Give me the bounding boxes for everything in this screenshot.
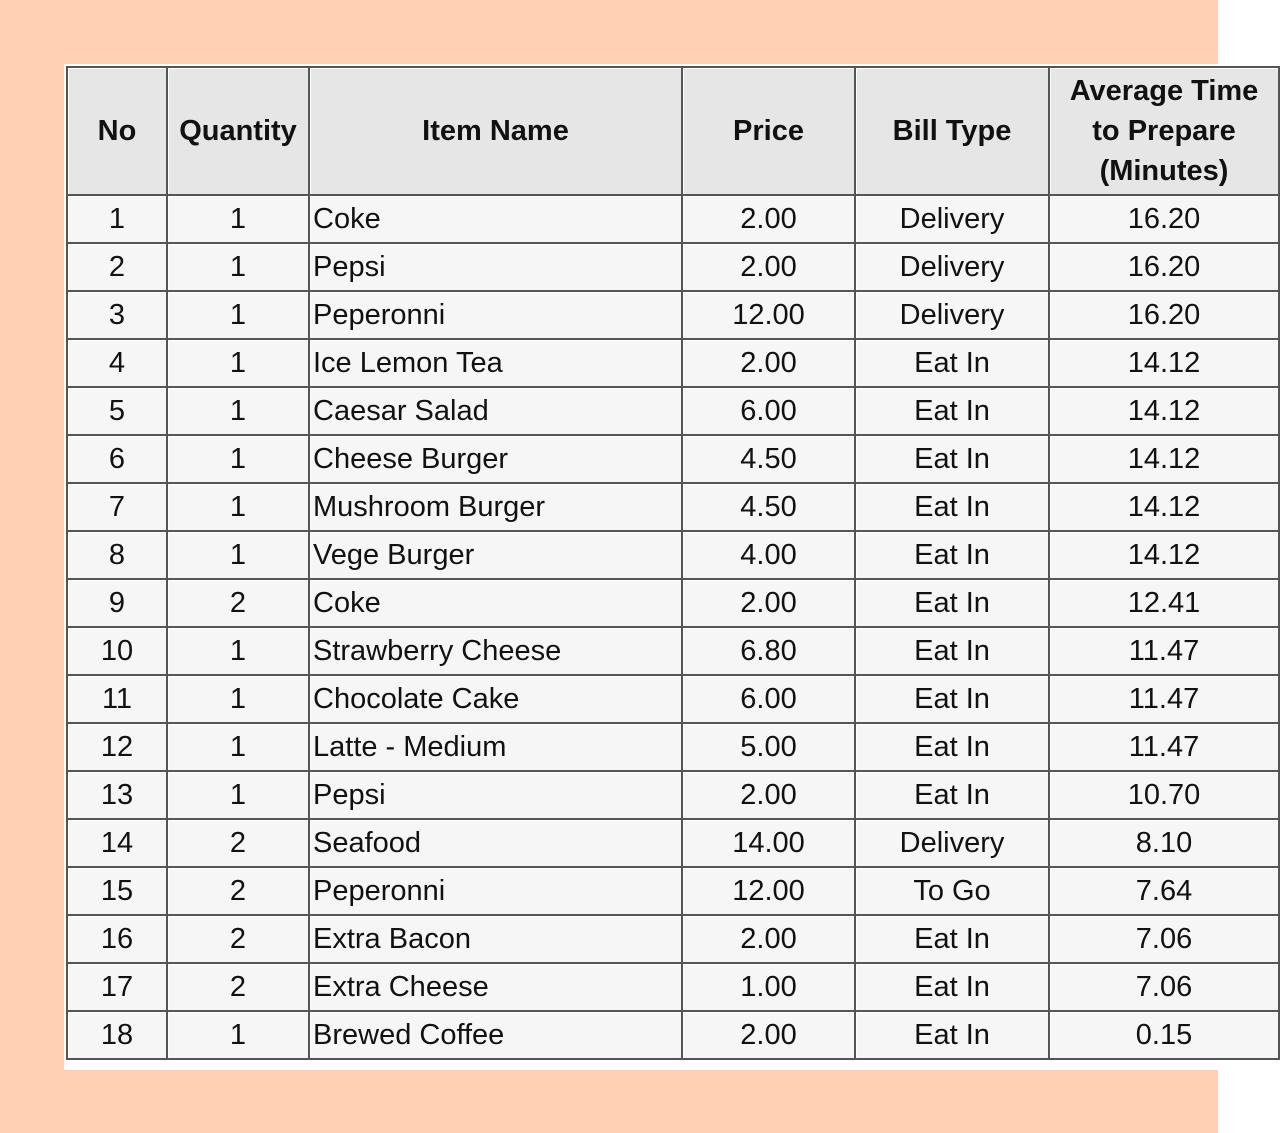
- table-row: [68, 916, 1280, 964]
- table-row: [68, 196, 1280, 244]
- cell-quantity: 1: [168, 628, 310, 676]
- cell-quantity: 2: [168, 964, 310, 1012]
- cell-price: 2.00: [683, 580, 856, 628]
- table-row: [68, 436, 1280, 484]
- header-item-name: Item Name: [310, 68, 683, 196]
- table-row: [68, 628, 1280, 676]
- cell-bill-type: Eat In: [856, 484, 1050, 532]
- cell-price: 5.00: [683, 724, 856, 772]
- cell-bill-type: Eat In: [856, 772, 1050, 820]
- header-average-time-line1: Average Time: [1069, 75, 1259, 107]
- cell-bill-type: Eat In: [856, 580, 1050, 628]
- cell-average-time: 8.10: [1050, 820, 1280, 868]
- cell-price: 4.50: [683, 484, 856, 532]
- cell-no: 3: [68, 292, 168, 340]
- table-row: [68, 964, 1280, 1012]
- cell-average-time: 14.12: [1050, 388, 1280, 436]
- header-no: No: [68, 68, 168, 196]
- cell-no: 15: [68, 868, 168, 916]
- cell-item-name: Seafood: [310, 820, 683, 868]
- cell-quantity: 2: [168, 868, 310, 916]
- header-bill-type: Bill Type: [856, 68, 1050, 196]
- cell-quantity: 2: [168, 916, 310, 964]
- cell-bill-type: Eat In: [856, 436, 1050, 484]
- cell-average-time: 7.06: [1050, 964, 1280, 1012]
- cell-bill-type: Delivery: [856, 244, 1050, 292]
- cell-item-name: Mushroom Burger: [310, 484, 683, 532]
- header-average-time-line3: (Minutes): [1099, 155, 1229, 187]
- cell-bill-type: Eat In: [856, 724, 1050, 772]
- cell-quantity: 1: [168, 724, 310, 772]
- cell-no: 6: [68, 436, 168, 484]
- cell-item-name: Coke: [310, 580, 683, 628]
- cell-no: 2: [68, 244, 168, 292]
- cell-average-time: 11.47: [1050, 628, 1280, 676]
- table-row: [68, 868, 1280, 916]
- cell-price: 6.00: [683, 676, 856, 724]
- cell-item-name: Brewed Coffee: [310, 1012, 683, 1060]
- cell-item-name: Pepsi: [310, 244, 683, 292]
- cell-quantity: 1: [168, 676, 310, 724]
- table-row: [68, 292, 1280, 340]
- cell-bill-type: Delivery: [856, 292, 1050, 340]
- cell-price: 1.00: [683, 964, 856, 1012]
- cell-bill-type: Delivery: [856, 820, 1050, 868]
- cell-no: 5: [68, 388, 168, 436]
- cell-quantity: 1: [168, 292, 310, 340]
- table-row: [68, 244, 1280, 292]
- cell-item-name: Peperonni: [310, 868, 683, 916]
- cell-item-name: Latte - Medium: [310, 724, 683, 772]
- cell-bill-type: Eat In: [856, 1012, 1050, 1060]
- cell-average-time: 14.12: [1050, 484, 1280, 532]
- cell-no: 4: [68, 340, 168, 388]
- cell-bill-type: Eat In: [856, 964, 1050, 1012]
- cell-average-time: 12.41: [1050, 580, 1280, 628]
- cell-quantity: 1: [168, 772, 310, 820]
- cell-quantity: 1: [168, 340, 310, 388]
- cell-item-name: Peperonni: [310, 292, 683, 340]
- cell-price: 2.00: [683, 244, 856, 292]
- table-row: [68, 580, 1280, 628]
- cell-average-time: 16.20: [1050, 292, 1280, 340]
- cell-bill-type: Eat In: [856, 676, 1050, 724]
- cell-price: 4.50: [683, 436, 856, 484]
- cell-average-time: 0.15: [1050, 1012, 1280, 1060]
- cell-item-name: Vege Burger: [310, 532, 683, 580]
- table-row: [68, 388, 1280, 436]
- cell-quantity: 1: [168, 532, 310, 580]
- cell-no: 13: [68, 772, 168, 820]
- cell-price: 2.00: [683, 1012, 856, 1060]
- table-row: [68, 484, 1280, 532]
- cell-item-name: Extra Bacon: [310, 916, 683, 964]
- cell-quantity: 2: [168, 820, 310, 868]
- cell-average-time: 16.20: [1050, 196, 1280, 244]
- cell-item-name: Caesar Salad: [310, 388, 683, 436]
- cell-item-name: Coke: [310, 196, 683, 244]
- cell-no: 16: [68, 916, 168, 964]
- cell-quantity: 2: [168, 580, 310, 628]
- cell-bill-type: Eat In: [856, 388, 1050, 436]
- cell-item-name: Extra Cheese: [310, 964, 683, 1012]
- cell-quantity: 1: [168, 388, 310, 436]
- cell-average-time: 7.64: [1050, 868, 1280, 916]
- order-items-table: [66, 66, 1280, 1060]
- cell-average-time: 14.12: [1050, 340, 1280, 388]
- table-body: [68, 196, 1280, 1060]
- header-row: [68, 68, 1280, 196]
- header-quantity: Quantity: [168, 68, 310, 196]
- cell-item-name: Pepsi: [310, 772, 683, 820]
- cell-price: 2.00: [683, 772, 856, 820]
- cell-price: 2.00: [683, 340, 856, 388]
- header-average-time: [1050, 68, 1280, 196]
- cell-no: 17: [68, 964, 168, 1012]
- cell-quantity: 1: [168, 484, 310, 532]
- cell-price: 4.00: [683, 532, 856, 580]
- table-row: [68, 532, 1280, 580]
- cell-item-name: Cheese Burger: [310, 436, 683, 484]
- cell-price: 6.00: [683, 388, 856, 436]
- cell-no: 8: [68, 532, 168, 580]
- cell-no: 1: [68, 196, 168, 244]
- cell-price: 2.00: [683, 916, 856, 964]
- cell-bill-type: Eat In: [856, 628, 1050, 676]
- cell-quantity: 1: [168, 436, 310, 484]
- cell-quantity: 1: [168, 1012, 310, 1060]
- cell-bill-type: To Go: [856, 868, 1050, 916]
- cell-no: 12: [68, 724, 168, 772]
- cell-item-name: Chocolate Cake: [310, 676, 683, 724]
- cell-no: 10: [68, 628, 168, 676]
- cell-average-time: 10.70: [1050, 772, 1280, 820]
- cell-price: 14.00: [683, 820, 856, 868]
- cell-average-time: 14.12: [1050, 532, 1280, 580]
- cell-average-time: 7.06: [1050, 916, 1280, 964]
- table-row: [68, 676, 1280, 724]
- cell-no: 18: [68, 1012, 168, 1060]
- cell-item-name: Strawberry Cheese: [310, 628, 683, 676]
- cell-bill-type: Eat In: [856, 532, 1050, 580]
- cell-quantity: 1: [168, 196, 310, 244]
- table-row: [68, 724, 1280, 772]
- cell-price: 2.00: [683, 196, 856, 244]
- table-row: [68, 820, 1280, 868]
- cell-quantity: 1: [168, 244, 310, 292]
- cell-item-name: Ice Lemon Tea: [310, 340, 683, 388]
- cell-average-time: 14.12: [1050, 436, 1280, 484]
- table-sheet: [64, 64, 1282, 1070]
- cell-bill-type: Eat In: [856, 916, 1050, 964]
- header-price: Price: [683, 68, 856, 196]
- table-row: [68, 1012, 1280, 1060]
- cell-no: 14: [68, 820, 168, 868]
- cell-no: 7: [68, 484, 168, 532]
- table-row: [68, 340, 1280, 388]
- cell-bill-type: Delivery: [856, 196, 1050, 244]
- table-row: [68, 772, 1280, 820]
- header-average-time-line2: to Prepare: [1092, 115, 1236, 147]
- cell-price: 6.80: [683, 628, 856, 676]
- cell-no: 11: [68, 676, 168, 724]
- cell-bill-type: Eat In: [856, 340, 1050, 388]
- cell-price: 12.00: [683, 868, 856, 916]
- cell-price: 12.00: [683, 292, 856, 340]
- cell-average-time: 16.20: [1050, 244, 1280, 292]
- cell-average-time: 11.47: [1050, 676, 1280, 724]
- cell-average-time: 11.47: [1050, 724, 1280, 772]
- cell-no: 9: [68, 580, 168, 628]
